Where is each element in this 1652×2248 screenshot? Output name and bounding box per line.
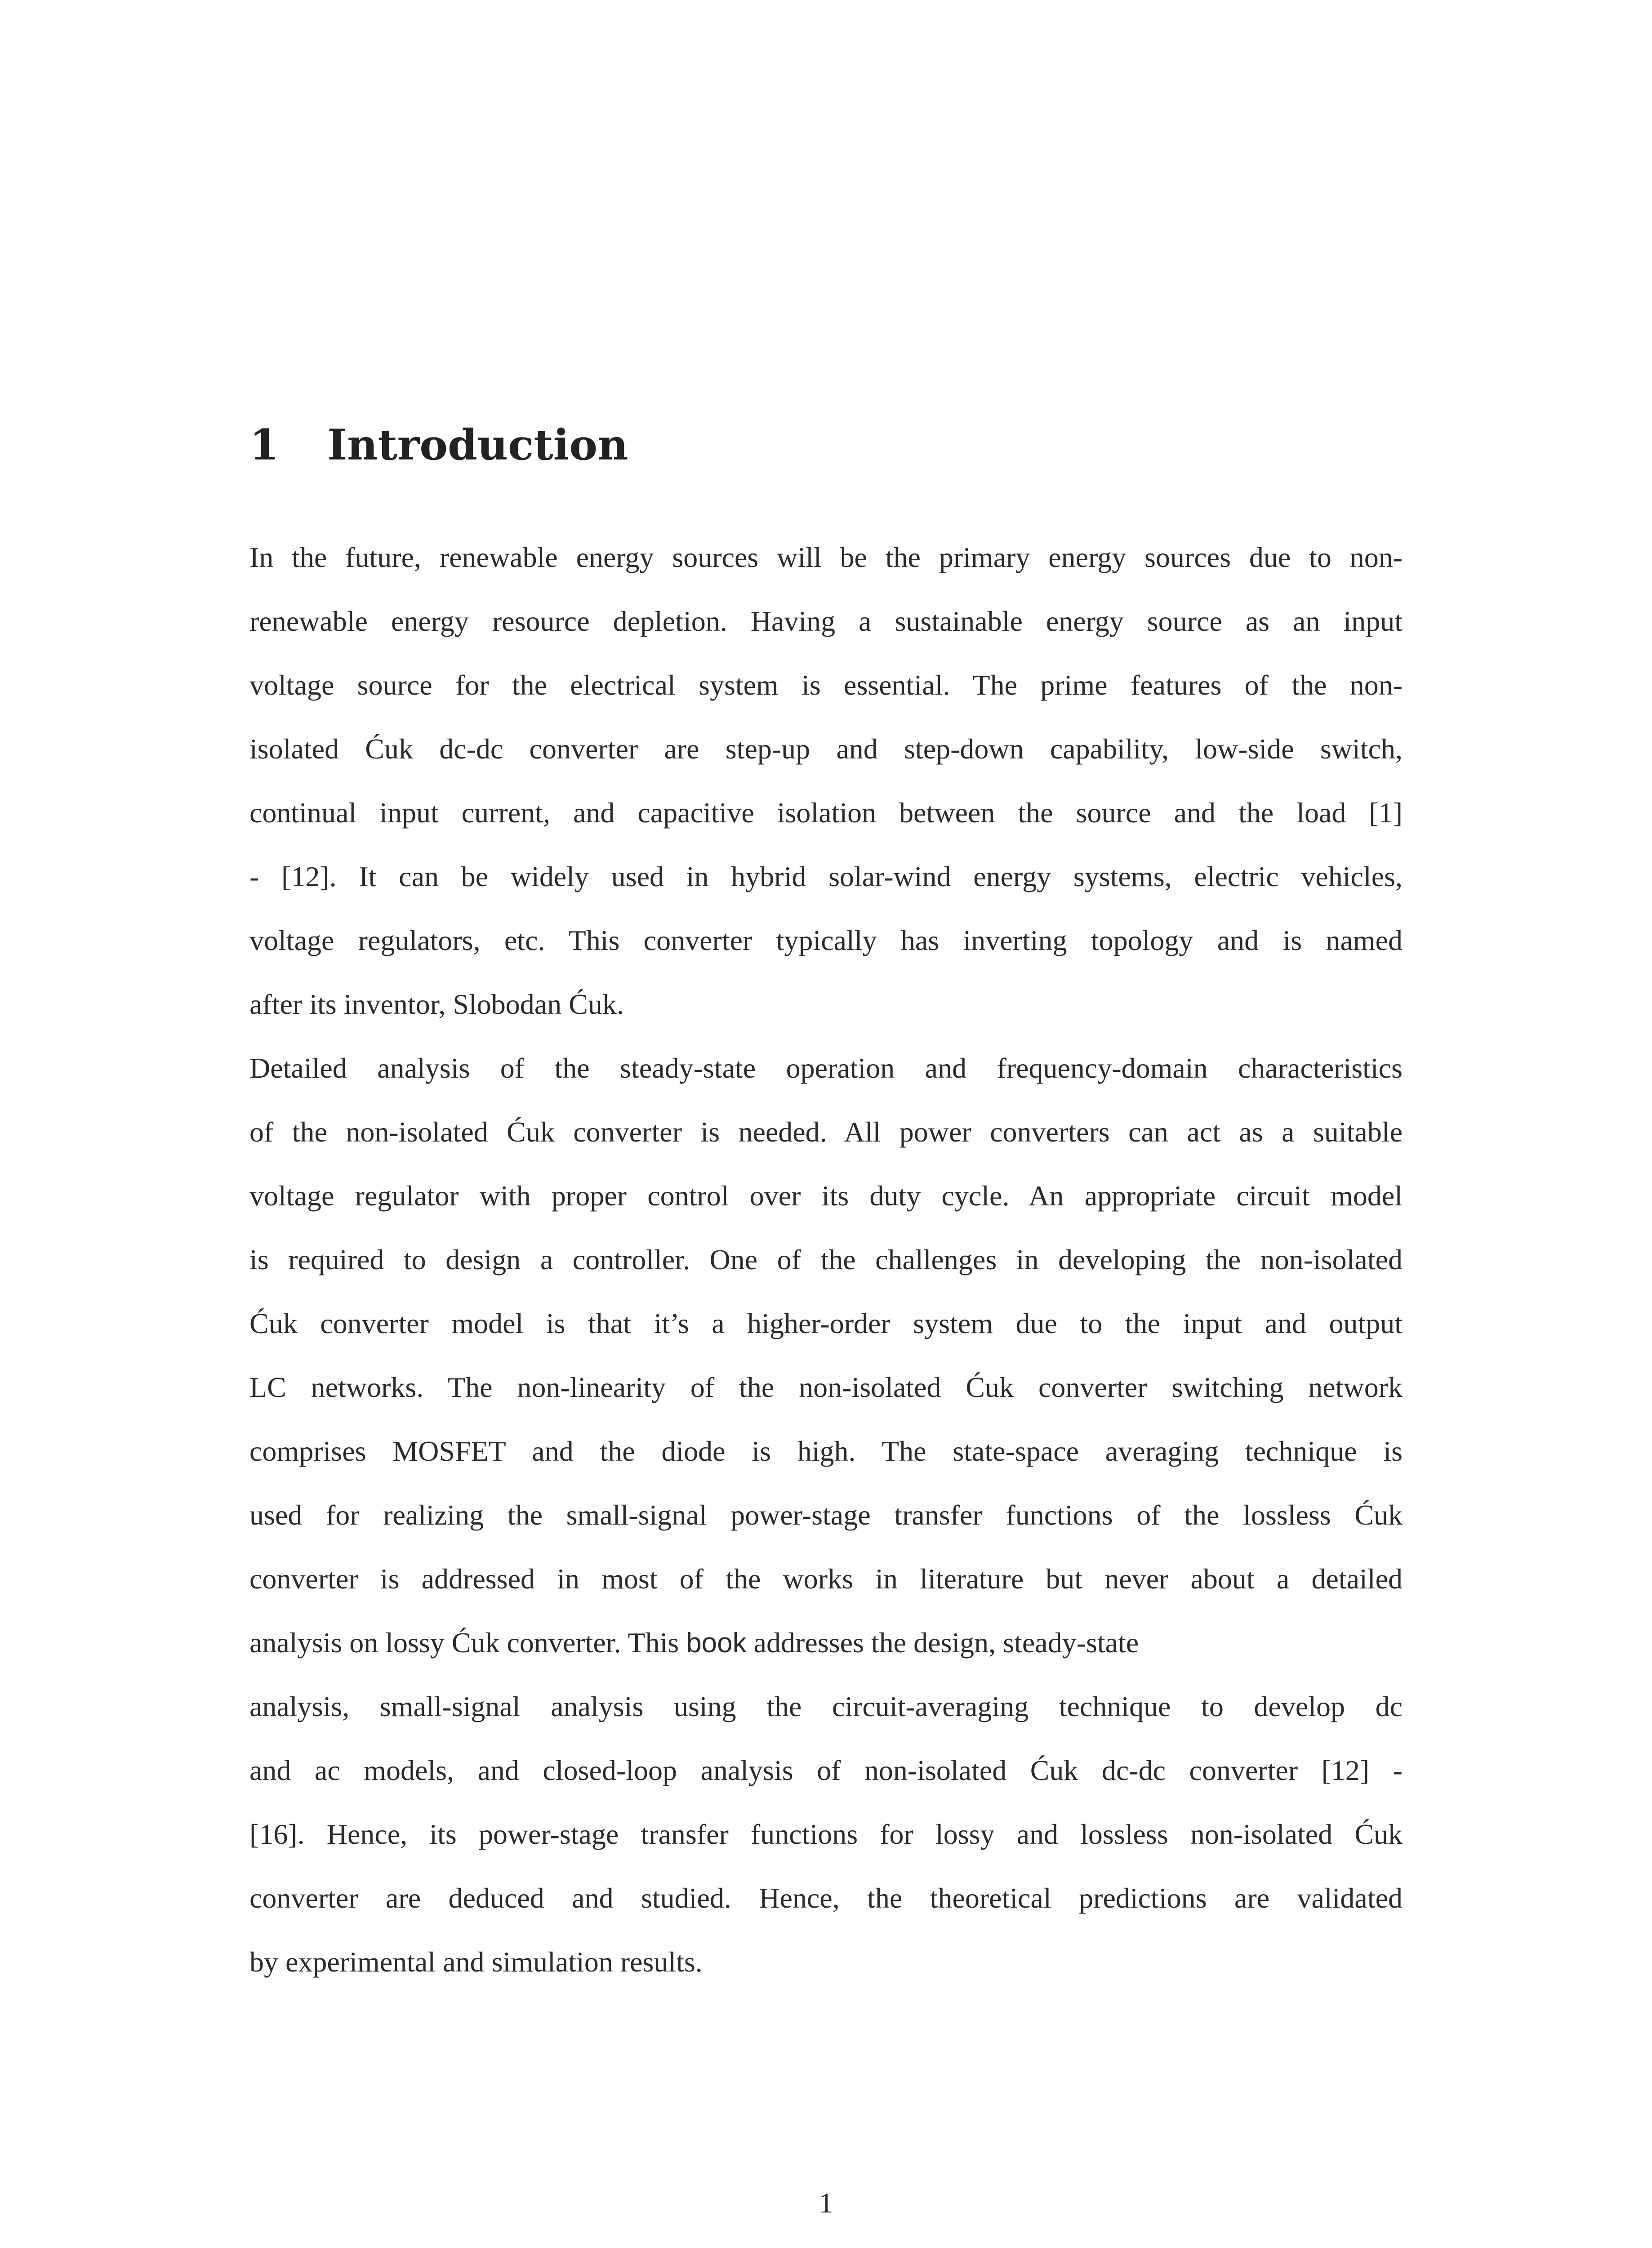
paragraph-line: isolated Ćuk dc-dc converter are step-up and step-down capability, low-side switch,	[249, 733, 1403, 765]
paragraph-line: is required to design a controller. One of the challenges in developing the non-isolated	[249, 1244, 1403, 1276]
paragraph-line-with-book	[249, 1623, 1319, 1664]
paragraph-line: renewable energy resource depletion. Having a sustainable energy source as an input	[249, 605, 1403, 637]
paragraph-line: converter are deduced and studied. Hence, the theoretical predictions are validated	[249, 1882, 1403, 1914]
section-number: 1	[249, 420, 279, 470]
paragraph-line: In the future, renewable energy sources will be the primary energy sources due to non-	[249, 541, 1403, 573]
page-number: 1	[819, 2187, 833, 2219]
paragraph-line: voltage regulator with proper control over its duty cycle. An appropriate circuit model	[249, 1180, 1403, 1212]
paragraph-line: converter is addressed in most of the works in literature but never about a detailed	[249, 1563, 1403, 1595]
paragraph-line: Ćuk converter model is that it’s a higher-order system due to the input and output	[249, 1307, 1403, 1339]
paragraph-line: by experimental and simulation results.	[249, 1946, 703, 1978]
section-heading	[249, 418, 628, 472]
paragraph-line: [16]. Hence, its power-stage transfer functions for lossy and lossless non-isolated Ćuk	[249, 1818, 1403, 1850]
line-text-before: analysis on lossy Ćuk converter. This	[249, 1627, 686, 1659]
book-word: book	[686, 1628, 747, 1659]
paragraph-line: analysis, small-signal analysis using the circuit-averaging technique to develop dc	[249, 1690, 1403, 1722]
paragraph-line: and ac models, and closed-loop analysis of non-isolated Ćuk dc-dc converter [12] -	[249, 1754, 1403, 1786]
paragraph-line: used for realizing the small-signal power-stage transfer functions of the lossless Ćuk	[249, 1499, 1403, 1531]
paragraph-line: LC networks. The non-linearity of the non-isolated Ćuk converter switching network	[249, 1371, 1403, 1403]
line-text-after: addresses the design, steady-state	[746, 1627, 1139, 1659]
section-title: Introduction	[327, 420, 628, 470]
paragraph-line: - [12]. It can be widely used in hybrid solar-wind energy systems, electric vehicles,	[249, 861, 1403, 892]
paragraph-line: Detailed analysis of the steady-state operation and frequency-domain characteristics	[249, 1052, 1403, 1084]
paragraph-line: of the non-isolated Ćuk converter is needed. All power converters can act as a suitable	[249, 1116, 1403, 1148]
paragraph-line: continual input current, and capacitive isolation between the source and the load [1]	[249, 797, 1403, 829]
paragraph-line: voltage regulators, etc. This converter typically has inverting topology and is named	[249, 924, 1403, 956]
paragraph-line: after its inventor, Slobodan Ćuk.	[249, 988, 624, 1020]
paragraph-line: voltage source for the electrical system is essential. The prime features of the non-	[249, 669, 1403, 701]
paragraph-line: comprises MOSFET and the diode is high. The state-space averaging technique is	[249, 1435, 1403, 1467]
